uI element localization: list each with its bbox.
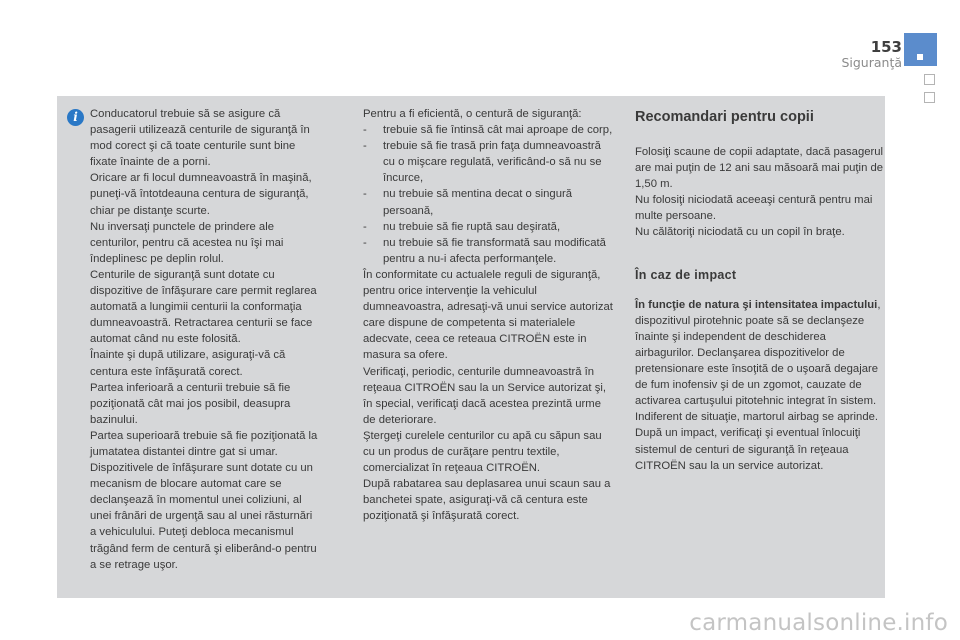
content-panel: [57, 96, 885, 598]
column-seatbelt-usage: [90, 106, 318, 573]
list-item-text: trebuie să fie întinsă cât mai aproape de corp,: [383, 124, 613, 137]
dash-bullet: -: [363, 124, 367, 137]
paragraph: Nu inversaţi punctele de prindere ale centurilor, pentru că acestea nu îşi mai îndeplinesc pe deplin rolul.: [90, 220, 284, 265]
tab-dot: [917, 54, 923, 60]
list-item: [363, 219, 615, 235]
chapter-marker-1: [924, 74, 935, 85]
watermark: carmanualsonline.info: [689, 610, 948, 636]
paragraph: În conformitate cu actualele reguli de siguranţă, pentru orice intervenţie la vehiculul dumneavoastra, adresaţi-vă unui service autorizat care dispune de competenta si materialele adecvate, ceea ce reteaua CITROËN este in masura sa ofere.: [363, 268, 613, 362]
dash-bullet: -: [363, 140, 367, 153]
column-seatbelt-efficiency: [363, 106, 615, 524]
list-item: [363, 122, 615, 138]
paragraph: Centurile de siguranţă sunt dotate cu dispozitive de înfăşurare care permit reglarea automată a lungimii centurii la conformaţia dumneavoastră. Retractarea centurii se face automat când nu este folosită.: [90, 268, 317, 346]
list-intro: Pentru a fi eficientă, o centură de siguranţă:: [363, 108, 582, 120]
dash-bullet: -: [363, 236, 367, 249]
list-item: [363, 235, 615, 267]
list-item-text: nu trebuie să fie ruptă sau deşirată,: [383, 220, 561, 233]
chapter-marker-2: [924, 92, 935, 103]
section-tab-marker: [904, 33, 937, 66]
paragraph: Nu folosiţi niciodată aceeaşi centură pentru mai multe persoane.: [635, 194, 873, 223]
dash-bullet: -: [363, 220, 367, 233]
info-icon: i: [67, 109, 84, 126]
impact-bold-lead: În funcţie de natura şi intensitatea impactului: [635, 298, 878, 311]
paragraph: Indiferent de situaţie, martorul airbag se aprinde.: [635, 411, 879, 424]
page-number: 153: [870, 38, 902, 56]
paragraph: Ştergeţi curelele centurilor cu apă cu săpun sau cu un produs de curăţare pentru textile, comercializat în reţeaua CITROËN.: [363, 429, 602, 475]
paragraph: Nu călătoriţi niciodată cu un copil în braţe.: [635, 226, 845, 239]
impact-text: , dispozitivul pirotehnic poate să se declanşeze înainte şi independent de deschiderea airbagurilor. Declanşarea dispozitivelor de pretensionare este însoţită de o uşoară degajare de fum inofensiv şi de un zgomot, cauzate de activarea cartuşului pitotehnic integrat în sistem.: [635, 298, 881, 408]
list-item: [363, 186, 615, 218]
section-title: Siguranţă: [841, 55, 902, 70]
paragraph: Dispozitivele de înfăşurare sunt dotate cu un mecanism de blocare automat care se declanşează în momentul unei coliziuni, al unei frânări de urgenţă sau al unei răsturnări a vehiculului. Puteţi debloca mecanismul trăgând ferm de centură şi eliberând-o pentru a se retrage uşor.: [90, 462, 317, 571]
column-child-recommendations: [635, 106, 885, 474]
paragraph: Conducatorul trebuie să se asigure că pasagerii utilizează centurile de siguranţă în mod corect şi că toate centurile sunt bine fixate înainte de a porni.: [90, 108, 310, 169]
paragraph: Verificaţi, periodic, centurile dumneavoastră în reţeaua CITROËN sau la un Service autorizat şi, în special, verificaţi dacă acestea prezintă urme de deteriorare.: [363, 365, 606, 426]
paragraph: Înainte şi după utilizare, asiguraţi-vă că centura este înfăşurată corect.: [90, 349, 286, 378]
dash-bullet: -: [363, 188, 367, 201]
section-heading: Recomandari pentru copii: [635, 109, 814, 125]
list-item-text: nu trebuie să mentina decat o singură persoană,: [383, 188, 573, 217]
paragraph: După un impact, verificaţi şi eventual înlocuiţi sistemul de centuri de siguranţă în reţeaua CITROËN sau la un service autorizat.: [635, 427, 861, 472]
list-item: [363, 138, 615, 186]
paragraph: Oricare ar fi locul dumneavoastră în maşină, puneţi-vă întotdeauna centura de siguranţă, chiar pe distanţe scurte.: [90, 172, 312, 217]
paragraph: Folosiţi scaune de copii adaptate, dacă pasagerul are mai puţin de 12 ani sau măsoară mai puţin de 1,50 m.: [635, 146, 884, 191]
list-item-text: nu trebuie să fie transformată sau modificată pentru a nu-i afecta performanţele.: [383, 236, 606, 265]
paragraph: Partea inferioară a centurii trebuie să fie poziţionată cât mai jos posibil, deasupra bazinului.: [90, 381, 291, 426]
subsection-heading: În caz de impact: [635, 267, 737, 282]
list-item-text: trebuie să fie trasă prin faţa dumneavoastră cu o mişcare regulată, verificând-o să nu se încurce,: [383, 140, 602, 185]
paragraph: După rabatarea sau deplasarea unui scaun sau a banchetei spate, asiguraţi-vă că centura este poziţionată şi înfăşurată corect.: [363, 478, 611, 523]
paragraph: Partea superioară trebuie să fie poziţionată la jumatatea distantei dintre gat si umar.: [90, 429, 318, 458]
impact-paragraph: [635, 297, 885, 410]
